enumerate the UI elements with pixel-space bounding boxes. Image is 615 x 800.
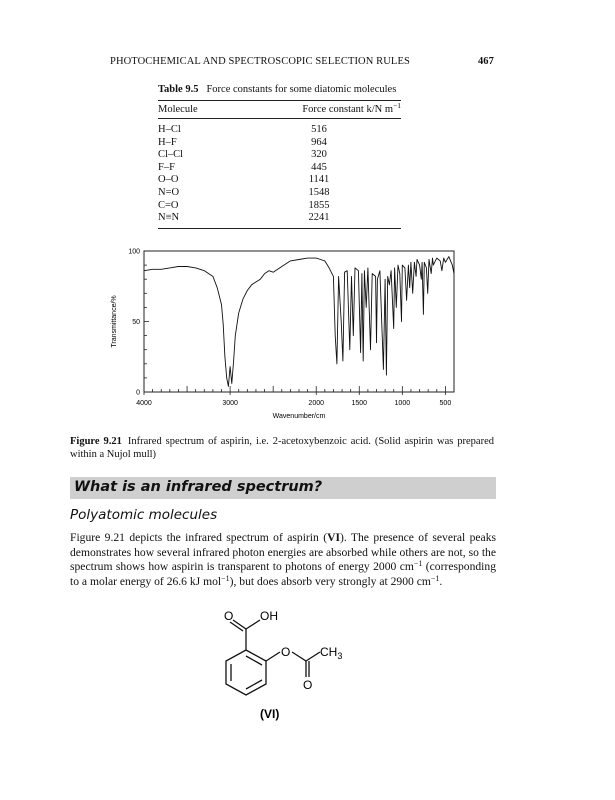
- hydroxyl-label: OH: [260, 609, 278, 623]
- ester-o-label: O: [281, 645, 291, 659]
- force-constant-cell: 964: [311, 136, 327, 148]
- table-header-row: [158, 101, 401, 118]
- molecule-cell: Cl–Cl: [158, 149, 184, 161]
- compound-reference: VI: [327, 531, 340, 544]
- y-tick-label: 100: [128, 248, 140, 256]
- spectrum-line: [144, 257, 454, 387]
- force-constant-cell: 516: [311, 124, 327, 135]
- running-header: [110, 56, 494, 67]
- table-label: Table 9.5: [158, 84, 199, 95]
- column-header-force-constant: Force constant k/N $m^{-1}$: [302, 101, 401, 115]
- aspirin-structure: [200, 600, 350, 725]
- figure-caption-text: Infrared spectrum of aspirin, i.e. 2-acetoxybenzoic acid. (Solid aspirin was prepared within a Nujol mull): [70, 436, 494, 460]
- x-tick-label: 4000: [136, 400, 152, 407]
- table-row: [158, 174, 401, 187]
- force-constant-cell: 320: [311, 149, 327, 161]
- force-constant-cell: 2241: [308, 212, 330, 224]
- molecule-cell: N=O: [158, 186, 180, 198]
- x-tick-label: 3000: [222, 400, 238, 407]
- molecule-cell: N≡N: [158, 212, 180, 224]
- acetyl-o-label: O: [303, 678, 313, 692]
- section-title: What is an infrared spectrum?: [74, 479, 323, 495]
- methyl-label: $CH_3$: [320, 645, 343, 661]
- plot-frame: [144, 251, 454, 392]
- molecule-cell: H–Cl: [158, 124, 181, 135]
- column-header-molecule: Molecule: [158, 104, 198, 115]
- compound-label: (VI): [260, 707, 280, 721]
- molecule-cell: C=O: [158, 199, 179, 211]
- molecule-cell: O–O: [158, 174, 179, 186]
- y-tick-label: 0: [136, 389, 140, 397]
- ir-spectrum-chart: [108, 244, 468, 426]
- body-paragraph: Figure 9.21 depicts the infrared spectrum of aspirin (VI). The presence of several peaks demonstrates how several infrared photon energies are absorbed while others are not, so the spectrum shows how aspirin is transparent to photons of energy 2000 $cm^{-1}$ (corresponding to a molar energy of 26.6 kJ mol$^{-1}$), but does absorb very strongly at 2900 $cm^{-1}$.: [70, 531, 497, 588]
- subsection-title: Polyatomic molecules: [70, 507, 218, 523]
- y-tick-label: 50: [132, 319, 140, 326]
- force-constant-cell: 1141: [308, 174, 330, 186]
- table-body: [158, 119, 401, 228]
- molecule-cell: H–F: [158, 136, 177, 148]
- table-row: [158, 124, 401, 137]
- figure-label: Figure 9.21: [70, 436, 122, 447]
- molecule-cell: F–F: [158, 161, 175, 173]
- table-row: [158, 137, 401, 150]
- x-tick-label: 1500: [351, 400, 368, 407]
- table-row: [158, 187, 401, 200]
- running-title: PHOTOCHEMICAL AND SPECTROSCOPIC SELECTION RULES: [110, 56, 410, 67]
- table-row: [158, 162, 401, 175]
- force-constant-cell: 1855: [308, 199, 330, 211]
- figure-caption: [70, 435, 494, 461]
- table-row: [158, 212, 401, 225]
- table-caption-text: Force constants for some diatomic molecules: [206, 84, 397, 95]
- force-constant-cell: 1548: [308, 186, 330, 198]
- table-row: [158, 149, 401, 162]
- force-constant-cell: 445: [311, 161, 327, 173]
- carbonyl-o-label: O: [224, 609, 234, 623]
- x-tick-label: 1000: [394, 400, 411, 407]
- x-tick-label: 2000: [308, 400, 325, 407]
- force-constant-table: [158, 100, 401, 229]
- benzene-ring: [226, 650, 266, 695]
- section-heading-box: [70, 477, 496, 499]
- x-axis-label: Wavenumber/cm: [272, 413, 326, 420]
- x-tick-label: 500: [439, 400, 452, 407]
- page-number: 467: [477, 56, 494, 67]
- table-caption: [158, 84, 396, 95]
- y-axis-label: Transmittance/%: [111, 295, 118, 348]
- table-row: [158, 200, 401, 213]
